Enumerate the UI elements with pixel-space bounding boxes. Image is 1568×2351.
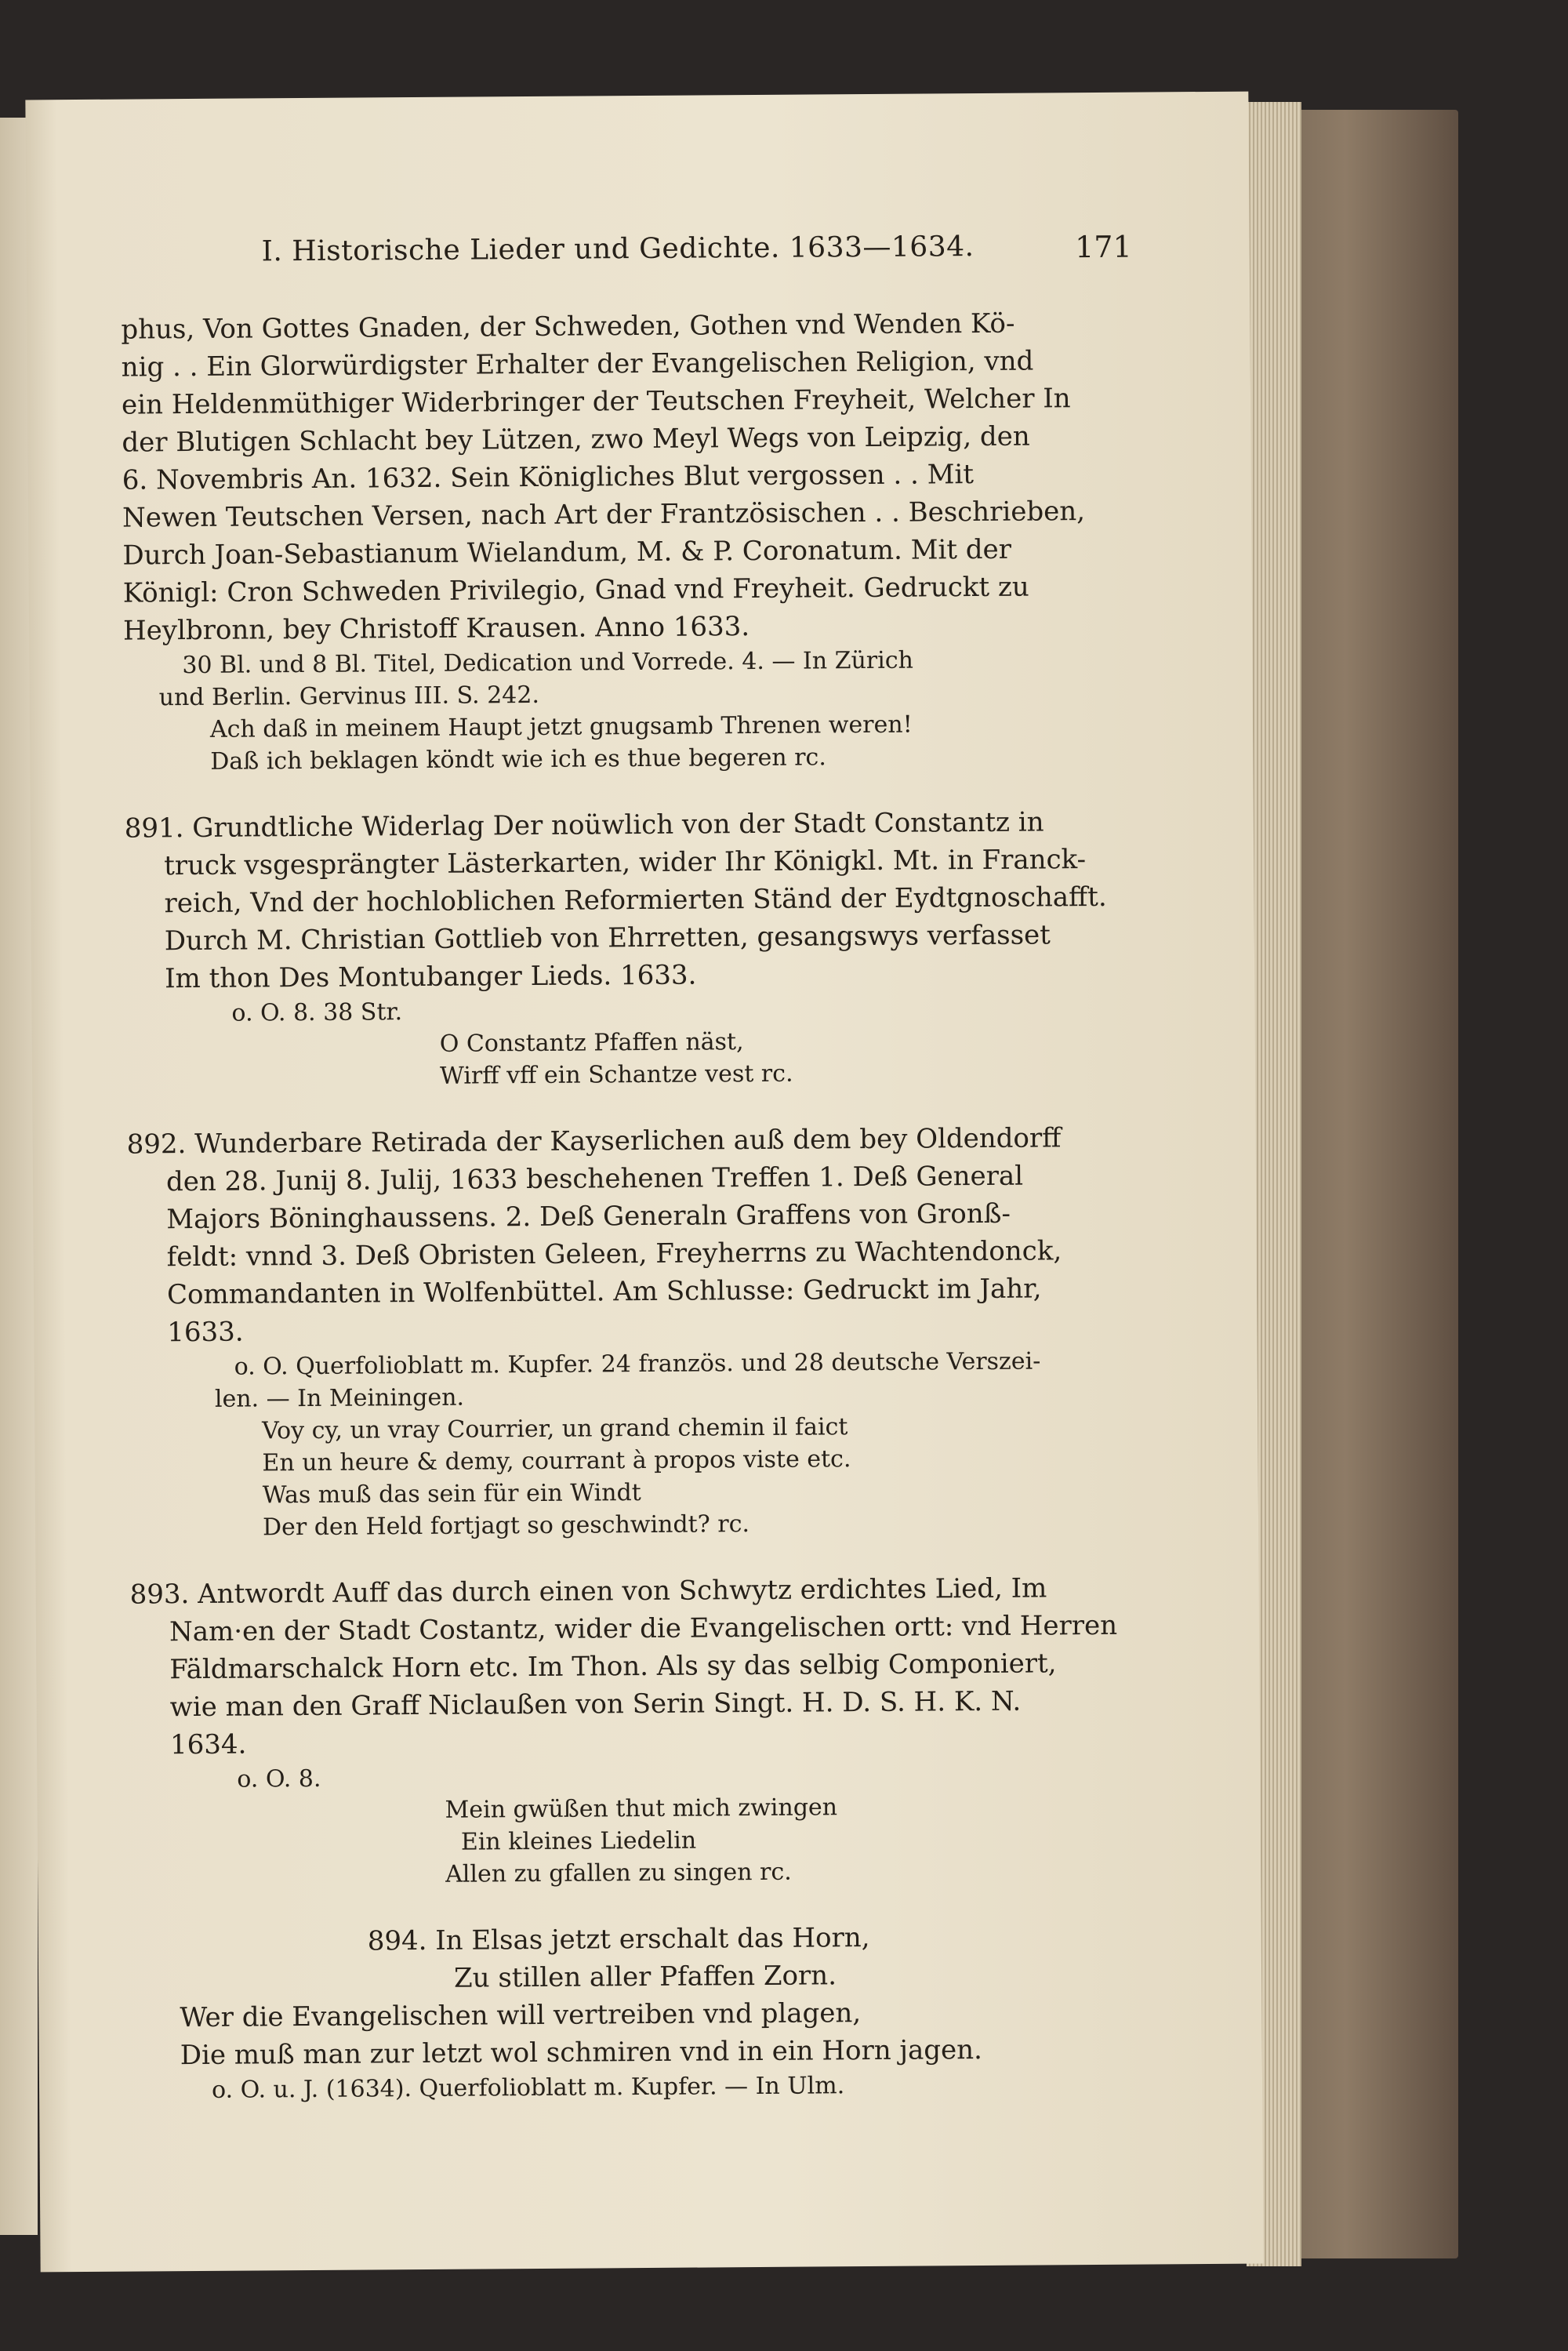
book-page (25, 92, 1263, 2273)
note-line: o. O. 8. (237, 1764, 321, 1793)
text-line: ein Heldenmüthiger Widerbringer der Teutschen Freyheit, Welcher In (121, 383, 1071, 421)
page-content (121, 304, 1152, 2107)
quote-line: Voy cy, un vray Courrier, un grand chemin il faict (262, 1413, 848, 1445)
verse-line: Die muß man zur letzt wol schmiren vnd in ein Horn jagen. (180, 2034, 983, 2072)
text-line: phus, Von Gottes Gnaden, der Schweden, Gothen vnd Wenden Kö- (121, 307, 1015, 346)
entry-title-line: 893. Antwordt Auff das durch einen von Schwytz erdichtes Lied, Im (129, 1572, 1047, 1611)
text-line: Durch M. Christian Gottlieb von Ehrretten, gesangswys verfasset (164, 919, 1051, 957)
text-line: Majors Böninghaussens. 2. Deß Generaln Graffens von Gronß- (166, 1197, 1011, 1236)
text-line: 6. Novembris An. 1632. Sein Königliches Blut vergossen . . Mit (122, 459, 975, 496)
entry-title-line: 894. In Elsas jetzt erschalt das Horn, (367, 1922, 870, 1957)
text-line: nig . . Ein Glorwürdigster Erhalter der Evangelischen Religion, vnd (121, 345, 1034, 383)
quote-line: En un heure & demy, courrant à propos viste etc. (262, 1445, 851, 1477)
entry-title-line: 891. Grundtliche Widerlag Der noüwlich von der Stadt Constantz in (124, 806, 1044, 845)
text-line: Nam·en der Stadt Costantz, wider die Evangelischen ortt: vnd Herren (169, 1609, 1118, 1648)
text-line: Fäldmarschalck Horn etc. Im Thon. Als sy das selbig Componiert, (169, 1648, 1057, 1686)
note-line: 30 Bl. und 8 Bl. Titel, Dedication und Vorrede. 4. — In Zürich (182, 646, 914, 680)
entry-893 (129, 1569, 1151, 1893)
note-line: o. O. Querfolioblatt m. Kupfer. 24 französ. und 28 deutsche Verszei- (234, 1347, 1041, 1381)
verse-line: Wer die Evangelischen will vertreiben vnd plagen, (180, 1997, 862, 2034)
text-line: Im thon Des Montubanger Lieds. 1633. (165, 959, 697, 995)
quote-line: Allen zu gfallen zu singen rc. (445, 1858, 792, 1888)
text-line: Durch Joan-Sebastianum Wielandum, M. & P. Coronatum. Mit der (122, 533, 1012, 572)
quote-line: Was muß das sein für ein Windt (262, 1479, 641, 1510)
page-header (262, 230, 1132, 283)
text-line: den 28. Junij 8. Julij, 1633 beschehenen Treffen 1. Deß General (165, 1160, 1024, 1198)
text-line: 1633. (167, 1316, 244, 1349)
text-line: wie man den Graff Niclaußen von Serin Singt. H. D. S. H. K. N. (169, 1685, 1022, 1724)
note-line: und Berlin. Gervinus III. S. 242. (158, 681, 540, 712)
note-line: o. O. 8. 38 Str. (231, 998, 403, 1027)
quote-line: Daß ich beklagen köndt wie ich es thue begeren rc. (210, 743, 826, 776)
quote-line: Der den Held fortjagt so geschwindt? rc. (262, 1510, 750, 1542)
quote-line: O Constantz Pfaffen näst, (439, 1028, 744, 1058)
entry-890-continuation (121, 304, 1143, 779)
text-line: truck vsgesprängter Lästerkarten, wider Ihr Königkl. Mt. in Franck- (164, 844, 1087, 882)
text-line: Heylbronn, bey Christoff Krausen. Anno 1633. (122, 611, 750, 647)
page-number: 171 (1075, 229, 1132, 265)
quote-line: Wirff vff ein Schantze vest rc. (439, 1059, 793, 1090)
note-line: o. O. u. J. (1634). Querfolioblatt m. Kupfer. — In Ulm. (211, 2072, 845, 2104)
entry-894 (132, 1917, 1153, 2107)
note-line: len. — In Meiningen. (214, 1383, 465, 1413)
text-line: feldt: vnnd 3. Deß Obristen Geleen, Freyherrns zu Wachtendonck, (166, 1235, 1062, 1274)
entry-title-line: 892. Wunderbare Retirada der Kayserlichen auß dem bey Oldendorff (126, 1122, 1062, 1161)
text-line: Commandanten in Wolfenbüttel. Am Schlusse: Gedruckt im Jahr, (166, 1273, 1042, 1311)
quote-line: Ein kleines Liedelin (460, 1826, 697, 1856)
quote-line: Mein gwüßen thut mich zwingen (445, 1793, 838, 1824)
text-line: 1634. (169, 1728, 247, 1761)
entry-892 (126, 1119, 1149, 1545)
quote-line: Ach daß in meinem Haupt jetzt gnugsamb Threnen weren! (209, 710, 913, 743)
text-line: Königl: Cron Schweden Privilegio, Gnad vnd Freyheit. Gedruckt zu (122, 571, 1029, 609)
entry-891 (125, 803, 1146, 1095)
text-line: der Blutigen Schlacht bey Lützen, zwo Meyl Wegs von Leipzig, den (122, 420, 1030, 459)
text-line: reich, Vnd der hochloblichen Reformierten Ständ der Eydtgnoschafft. (164, 881, 1107, 920)
verse-line: Zu stillen aller Pfaffen Zorn. (453, 1960, 837, 1994)
running-head: I. Historische Lieder und Gedichte. 1633—1634. (261, 231, 975, 268)
text-line: Newen Teutschen Versen, nach Art der Frantzösischen . . Beschrieben, (122, 496, 1086, 534)
